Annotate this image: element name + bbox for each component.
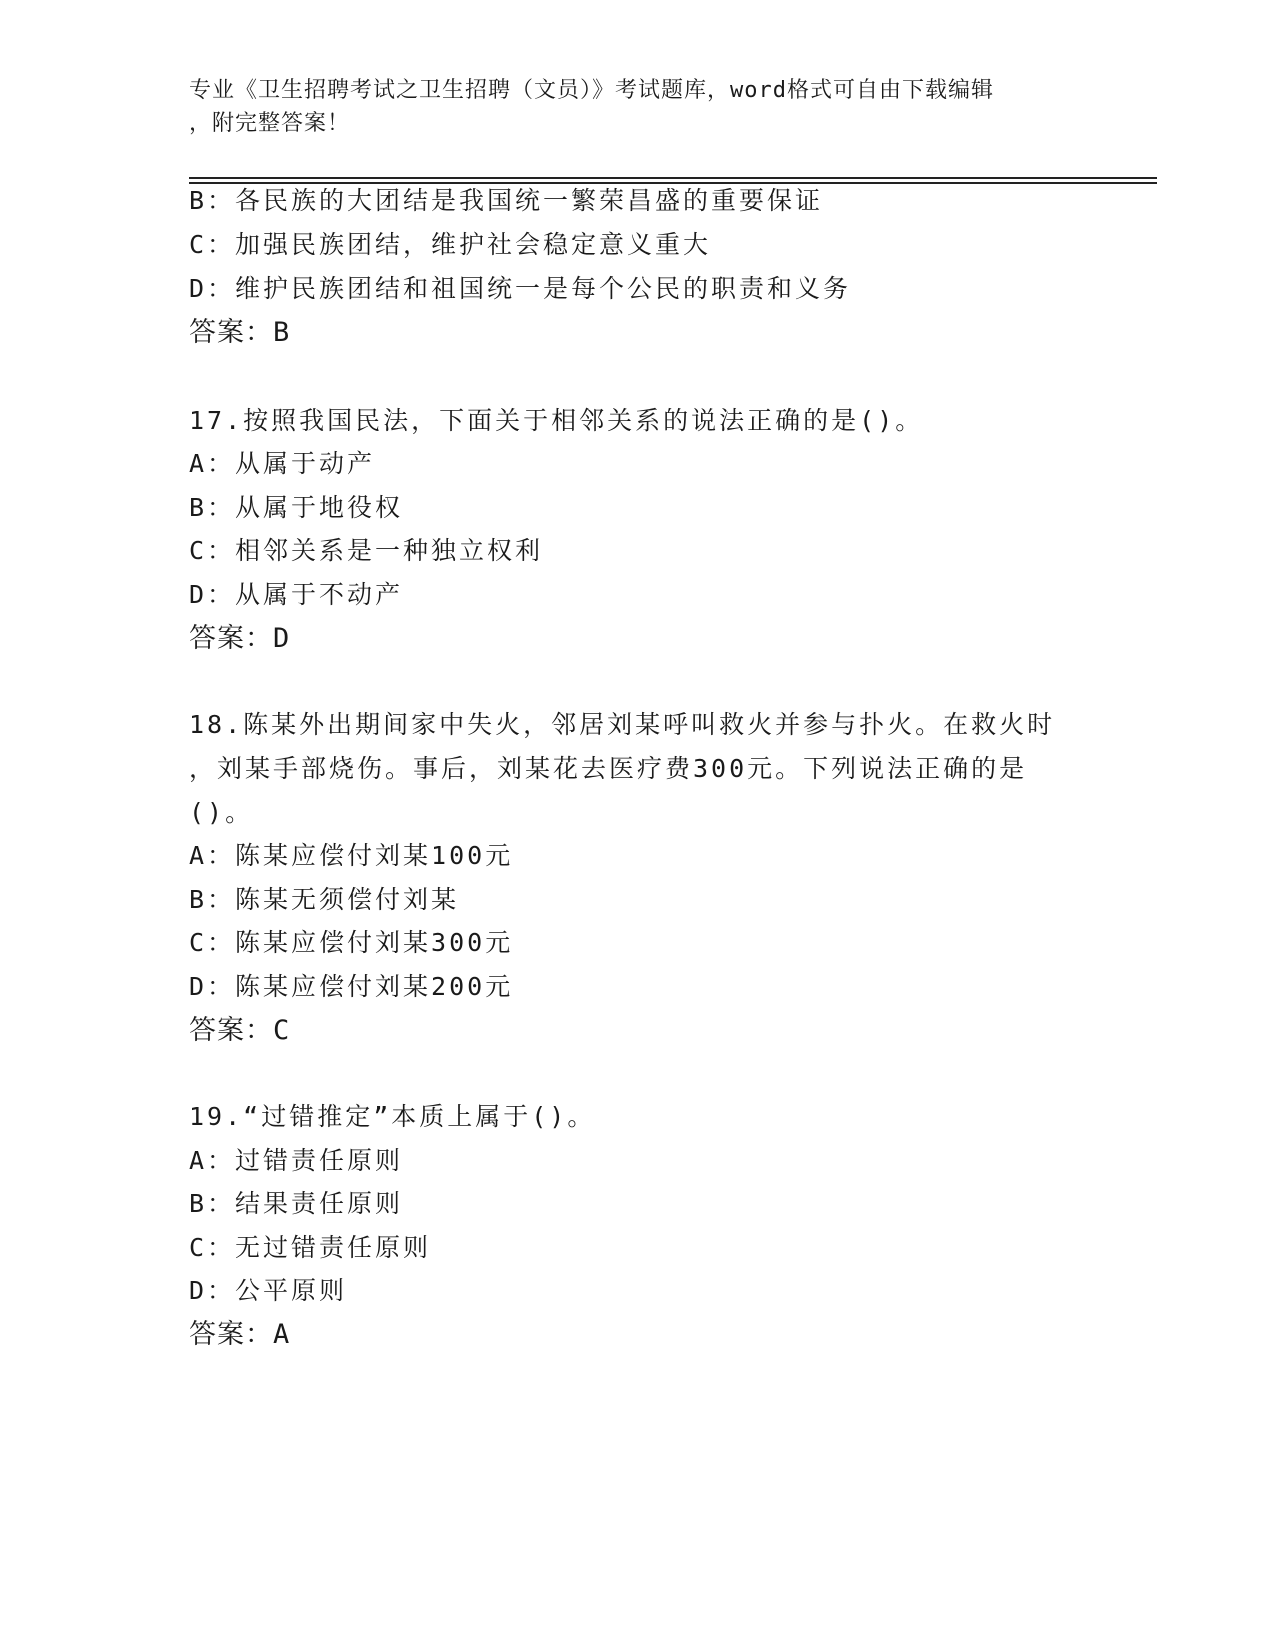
q16-answer (189, 318, 290, 348)
q18-question-line-1: 18.陈某外出期间家中失火，邻居刘某呼叫救火并参与扑火。在救火时 (189, 710, 1056, 739)
q17-answer (189, 624, 290, 654)
q17-option-c: C：相邻关系是一种独立权利 (189, 536, 544, 565)
q18-option-a: A：陈某应偿付刘某100元 (189, 841, 514, 870)
q18-answer (189, 1016, 290, 1046)
q19-option-b: B：结果责任原则 (189, 1189, 404, 1218)
answer-label: 答案： (189, 1319, 273, 1350)
q18-option-c: C：陈某应偿付刘某300元 (189, 928, 514, 957)
q19-option-a: A：过错责任原则 (189, 1146, 404, 1175)
q18-question-line-3: ()。 (189, 798, 254, 827)
q17-option-b: B：从属于地役权 (189, 493, 404, 522)
q16-option-c: C：加强民族团结，维护社会稳定意义重大 (189, 230, 712, 259)
answer-value: A (273, 1319, 291, 1350)
answer-value: C (273, 1015, 291, 1046)
header-divider-bottom (189, 182, 1157, 184)
answer-value: D (273, 623, 291, 654)
answer-value: B (273, 317, 291, 348)
q18-option-d: D：陈某应偿付刘某200元 (189, 972, 514, 1001)
q18-option-b: B：陈某无须偿付刘某 (189, 885, 460, 914)
q18-question-line-2: ，刘某手部烧伤。事后，刘某花去医疗费300元。下列说法正确的是 (189, 754, 1028, 783)
q19-option-d: D：公平原则 (189, 1276, 348, 1305)
q16-option-b: B：各民族的大团结是我国统一繁荣昌盛的重要保证 (189, 186, 824, 215)
answer-label: 答案： (189, 1015, 273, 1046)
document-header: 专业《卫生招聘考试之卫生招聘（文员）》考试题库，word格式可自由下载编辑 ，附完整答案！ (189, 78, 994, 136)
q19-answer (189, 1320, 290, 1350)
answer-label: 答案： (189, 317, 273, 348)
answer-label: 答案： (189, 623, 273, 654)
q19-question: 19.“过错推定”本质上属于()。 (189, 1102, 596, 1131)
q17-option-a: A：从属于动产 (189, 449, 376, 478)
header-divider-top (189, 177, 1157, 179)
q17-question: 17.按照我国民法，下面关于相邻关系的说法正确的是()。 (189, 406, 924, 435)
q19-option-c: C：无过错责任原则 (189, 1233, 432, 1262)
q16-option-d: D：维护民族团结和祖国统一是每个公民的职责和义务 (189, 274, 852, 303)
q17-option-d: D：从属于不动产 (189, 580, 404, 609)
